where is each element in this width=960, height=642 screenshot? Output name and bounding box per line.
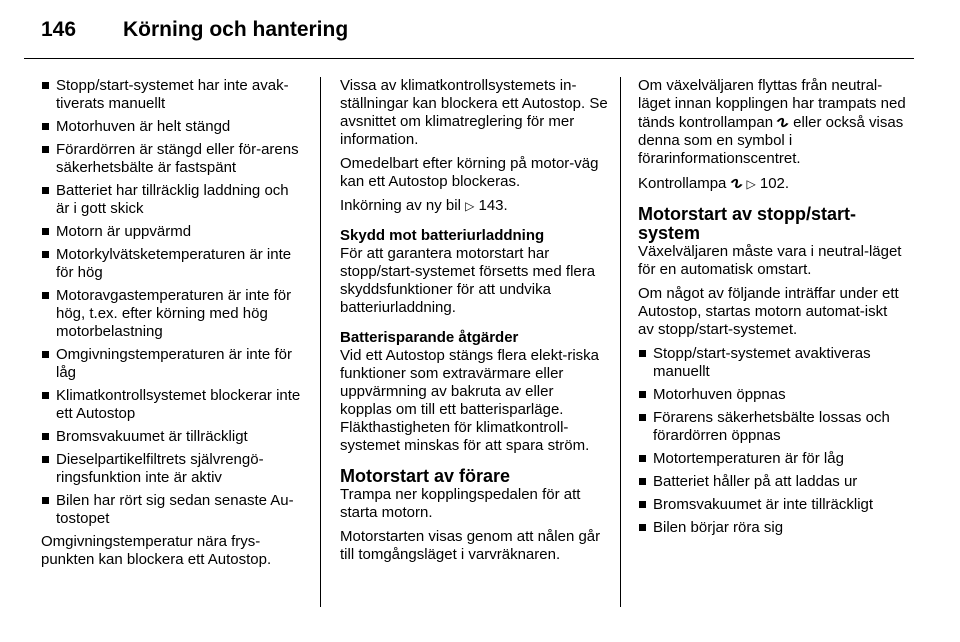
column-1 — [41, 77, 306, 575]
list-item: Klimatkontrollsystemet blockerar inte ett Autostop — [41, 387, 306, 423]
paragraph: Växelväljaren måste vara i neutral-läget för en automatisk omstart. — [638, 243, 902, 278]
section-heading: Motorstart av stopp/start-system — [638, 204, 857, 243]
column-divider-1 — [320, 77, 321, 607]
paragraph — [638, 77, 906, 168]
list-item: Bilen har rört sig sedan senaste Au-tostopet — [41, 492, 306, 528]
column-2 — [340, 77, 608, 570]
paragraph-text: Inkörning av ny bil — [340, 197, 461, 214]
list-item: Bromsvakuumet är inte tillräckligt — [638, 496, 906, 514]
page-reference-link[interactable]: 102. — [759, 175, 790, 192]
paragraph: Vissa av klimatkontrollsystemets in-ställningar kan blockera ett Autostop. Se avsnittet om klimatreglering för mer information. — [340, 77, 608, 148]
list-item: Omgivningstemperaturen är inte för låg — [41, 346, 306, 382]
gear-shift-indicator-icon: ∿ — [771, 112, 795, 132]
header-rule — [24, 58, 914, 59]
paragraph: Motorstarten visas genom att nålen går till tomgångsläget i varvräknaren. — [340, 528, 601, 563]
list-item: Motorn är uppvärmd — [41, 223, 306, 241]
column-divider-2 — [620, 77, 621, 607]
paragraph: Omgivningstemperatur nära frys-punkten kan blockera ett Autostop. — [41, 533, 272, 568]
list-item: Bilen börjar röra sig — [638, 519, 906, 537]
page-reference-icon: ▷ — [465, 199, 475, 213]
list-item: Motorhuven är helt stängd — [41, 118, 306, 136]
paragraph — [638, 174, 906, 193]
list-item: Förardörren är stängd eller för-arens säkerhetsbälte är fastspänt — [41, 141, 306, 177]
subheading: Skydd mot batteriurladdning — [340, 227, 545, 244]
paragraph: Trampa ner kopplingspedalen för att starta motorn. — [340, 486, 581, 521]
restart-conditions-list — [638, 345, 906, 537]
paragraph: Vid ett Autostop stängs flera elekt-riska funktioner som extravärmare eller uppvärmning av bakruta av eller kopplas om till ett batterisparläge. Fläkthastigheten för klimatkontroll-systemet minskas för att spara ström. — [340, 347, 600, 454]
paragraph-text: eller också visas denna som en symbol i förarinformationscentret. — [638, 114, 904, 167]
section-heading: Motorstart av förare — [340, 466, 511, 486]
list-item: Batteriet har tillräcklig laddning och är i gott skick — [41, 182, 306, 218]
list-item: Batteriet håller på att laddas ur — [638, 473, 906, 491]
paragraph: För att garantera motorstart har stopp/start-systemet försetts med flera skyddsfunktioner för att undvika batteriurladdning. — [340, 245, 596, 316]
conditions-list — [41, 77, 306, 528]
paragraph — [340, 197, 608, 215]
list-item: Dieselpartikelfiltrets självrengö-ringsfunktion inte är aktiv — [41, 451, 306, 487]
page-number: 146 — [41, 18, 77, 41]
paragraph-text: Kontrollampa — [638, 175, 727, 192]
paragraph: Omedelbart efter körning på motor-väg kan ett Autostop blockeras. — [340, 155, 599, 190]
page-reference-link[interactable]: 143. — [478, 197, 508, 214]
paragraph: Om något av följande inträffar under ett Autostop, startas motorn automat-iskt av stopp/start-systemet. — [638, 285, 899, 338]
list-item: Stopp/start-systemet avaktiveras manuellt — [638, 345, 906, 381]
list-item: Motortemperaturen är för låg — [638, 450, 906, 468]
list-item: Motoravgastemperaturen är inte för hög, t.ex. efter körning med hög motorbelastning — [41, 287, 306, 341]
list-item: Motorhuven öppnas — [638, 386, 906, 404]
list-item: Förarens säkerhetsbälte lossas och förardörren öppnas — [638, 409, 906, 445]
column-3 — [638, 77, 906, 542]
page-reference-icon: ▷ — [746, 177, 756, 191]
page-title: Körning och hantering — [123, 18, 349, 41]
list-item: Motorkylvätsketemperaturen är inte för hög — [41, 246, 306, 282]
paragraph-text: Om växelväljaren flyttas från neutral-läget innan kopplingen har trampats ned tänds kontrollampan — [638, 77, 906, 131]
gear-shift-indicator-icon: ∿ — [725, 173, 748, 193]
list-item: Bromsvakuumet är tillräckligt — [41, 428, 306, 446]
subheading: Batterisparande åtgärder — [340, 329, 519, 346]
list-item: Stopp/start-systemet har inte avak-tiverats manuellt — [41, 77, 306, 113]
page-header — [41, 10, 348, 50]
